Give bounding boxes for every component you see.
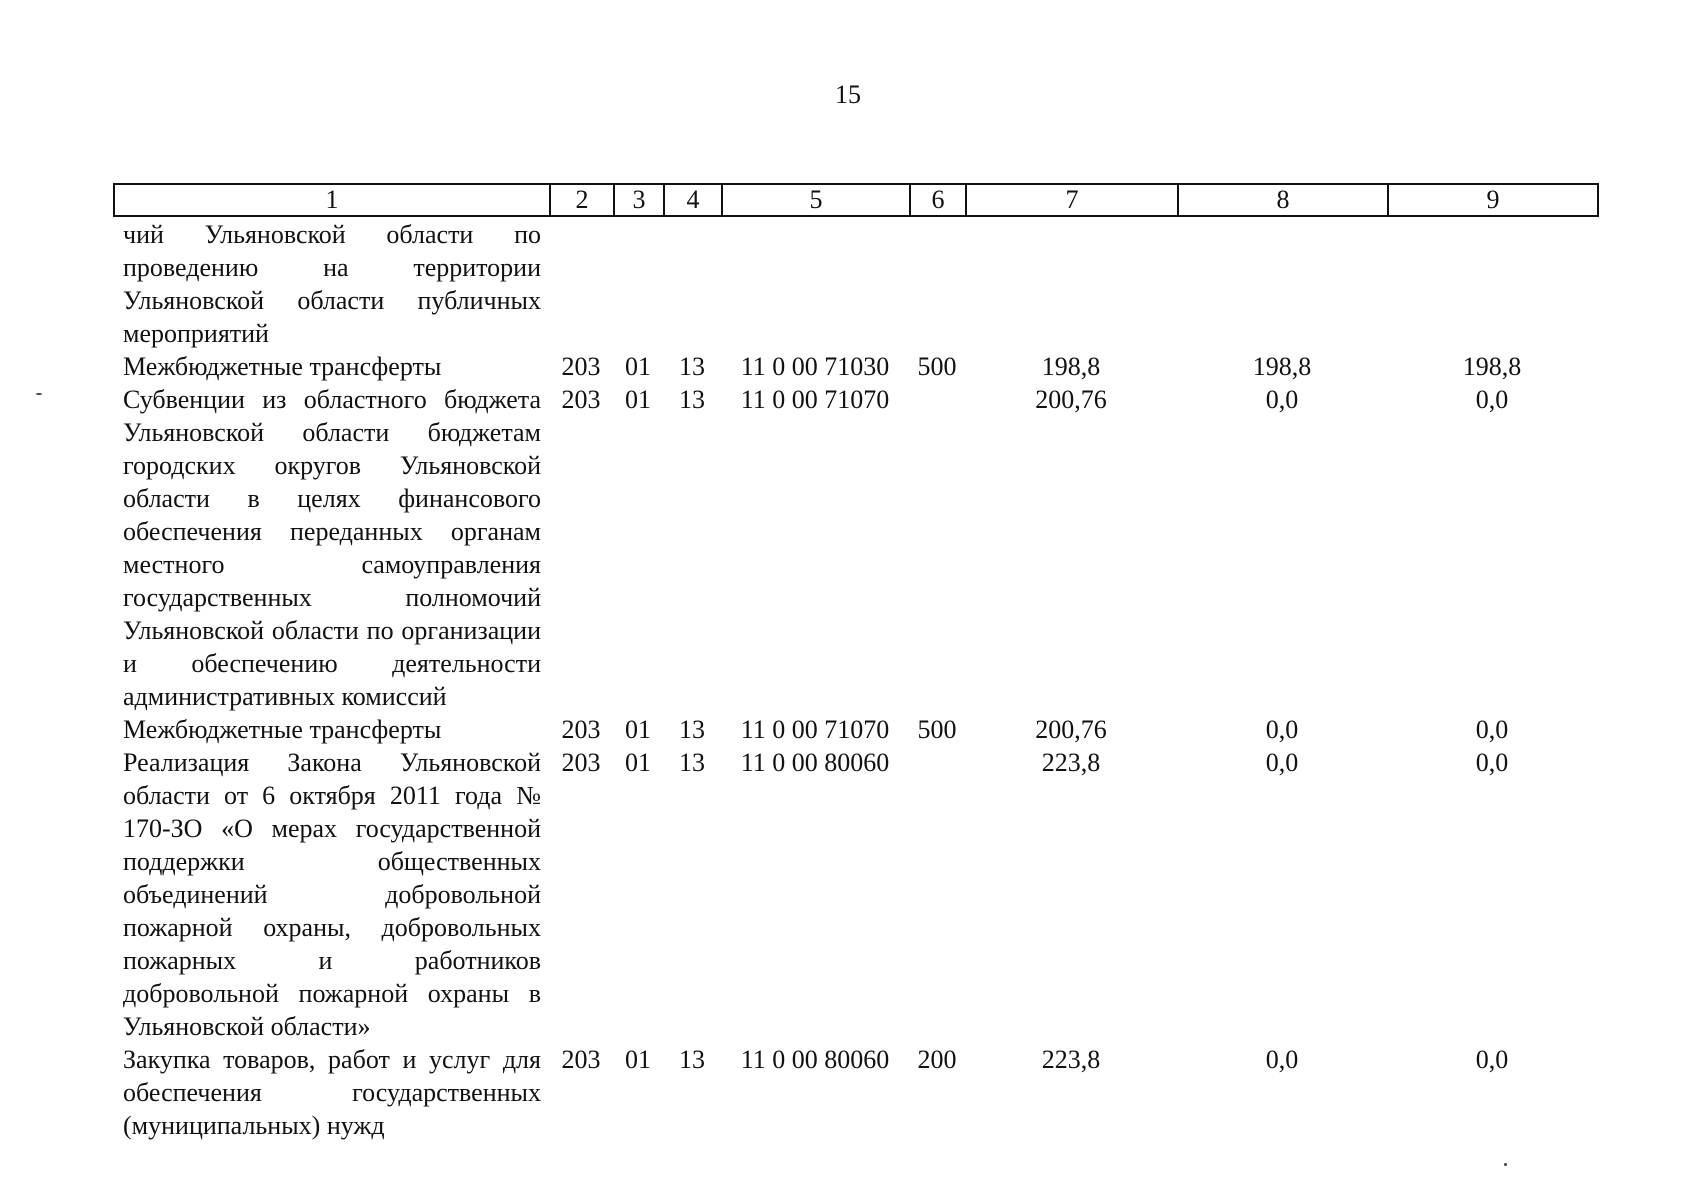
row-name: Межбюджетные трансферты (123, 352, 442, 381)
budget-table (113, 218, 1597, 1142)
row-code-3: 01 (625, 352, 651, 381)
row-code-3: 01 (625, 1045, 651, 1074)
row-code-2: 203 (561, 352, 601, 381)
column-header-table (113, 183, 1599, 217)
row-code-6: 500 (917, 715, 957, 744)
row-value-9: 0,0 (1475, 385, 1509, 414)
row-code-4: 13 (679, 385, 705, 414)
row-code-3: 01 (625, 385, 651, 414)
row-code-4: 13 (679, 1045, 705, 1074)
column-header-7: 7 (966, 184, 1178, 216)
column-header-3: 3 (614, 184, 664, 216)
row-value-8: 0,0 (1265, 1045, 1299, 1074)
column-header-9: 9 (1388, 184, 1598, 216)
row-value-9: 0,0 (1475, 1045, 1509, 1074)
row-value-7: 200,76 (1035, 715, 1107, 744)
row-name: Закупка товаров, работ и услуг для обеспечения государственных (муниципальных) нужд (123, 1045, 541, 1140)
row-name: чий Ульяновской области по проведению на территории Ульяновской области публичных мероприятий (123, 220, 541, 348)
row-code-6 (909, 746, 965, 1043)
column-header-2: 2 (550, 184, 614, 216)
table-row (113, 713, 1597, 746)
row-value-7: 198,8 (1041, 352, 1101, 381)
row-code-6: 200 (917, 1045, 957, 1074)
row-code-4: 13 (679, 748, 705, 777)
column-header-5: 5 (722, 184, 910, 216)
row-code-4 (663, 218, 721, 350)
scan-speck (36, 393, 42, 395)
row-code-5: 11 0 00 80060 (740, 1045, 890, 1074)
row-value-8: 0,0 (1265, 385, 1299, 414)
row-value-7: 200,76 (1035, 385, 1107, 414)
row-value-8: 0,0 (1265, 748, 1299, 777)
column-header-4: 4 (664, 184, 722, 216)
row-value-9 (1387, 218, 1597, 350)
row-value-9: 198,8 (1462, 352, 1522, 381)
row-value-9: 0,0 (1475, 748, 1509, 777)
row-code-4: 13 (679, 352, 705, 381)
row-value-7 (965, 218, 1177, 350)
column-header-row (114, 184, 1598, 216)
page-number: 15 (835, 80, 861, 109)
row-value-9: 0,0 (1475, 715, 1509, 744)
row-name: Реализация Закона Ульяновской области от 6 октября 2011 года № 170-ЗО «О мерах государственной поддержки общественных объединений добровольной пожарной охраны, добровольных пожарных и работников добровольной пожарной охраны в Ульяновской области» (123, 748, 541, 1041)
table-row (113, 1043, 1597, 1142)
row-value-8: 0,0 (1265, 715, 1299, 744)
row-value-7: 223,8 (1041, 1045, 1101, 1074)
row-code-5: 11 0 00 80060 (740, 748, 890, 777)
row-code-5 (721, 218, 909, 350)
column-header-1: 1 (114, 184, 550, 216)
row-code-6 (909, 383, 965, 713)
table-row (113, 218, 1597, 350)
row-code-3 (613, 218, 663, 350)
row-code-6 (909, 218, 965, 350)
scan-speck (1504, 1163, 1507, 1166)
row-code-2 (549, 218, 613, 350)
row-name: Субвенции из областного бюджета Ульяновской области бюджетам городских округов Ульяновской области в целях финансового обеспечения переданных органам местного самоуправления государственных полномочий Ульяновской области по организации и обеспечению деятельности административных комиссий (123, 385, 541, 711)
row-name: Межбюджетные трансферты (123, 715, 442, 744)
table-row (113, 350, 1597, 383)
row-value-7: 223,8 (1041, 748, 1101, 777)
row-code-2: 203 (561, 715, 601, 744)
row-value-8: 198,8 (1252, 352, 1312, 381)
row-code-2: 203 (561, 748, 601, 777)
column-header-6: 6 (910, 184, 966, 216)
row-code-4: 13 (679, 715, 705, 744)
row-code-5: 11 0 00 71070 (740, 385, 890, 414)
row-code-3: 01 (625, 748, 651, 777)
row-code-5: 11 0 00 71030 (740, 352, 890, 381)
table-row (113, 383, 1597, 713)
column-header-8: 8 (1178, 184, 1388, 216)
row-code-3: 01 (625, 715, 651, 744)
row-code-2: 203 (561, 1045, 601, 1074)
row-code-6: 500 (917, 352, 957, 381)
row-code-5: 11 0 00 71070 (740, 715, 890, 744)
row-code-2: 203 (561, 385, 601, 414)
table-row (113, 746, 1597, 1043)
row-value-8 (1177, 218, 1387, 350)
